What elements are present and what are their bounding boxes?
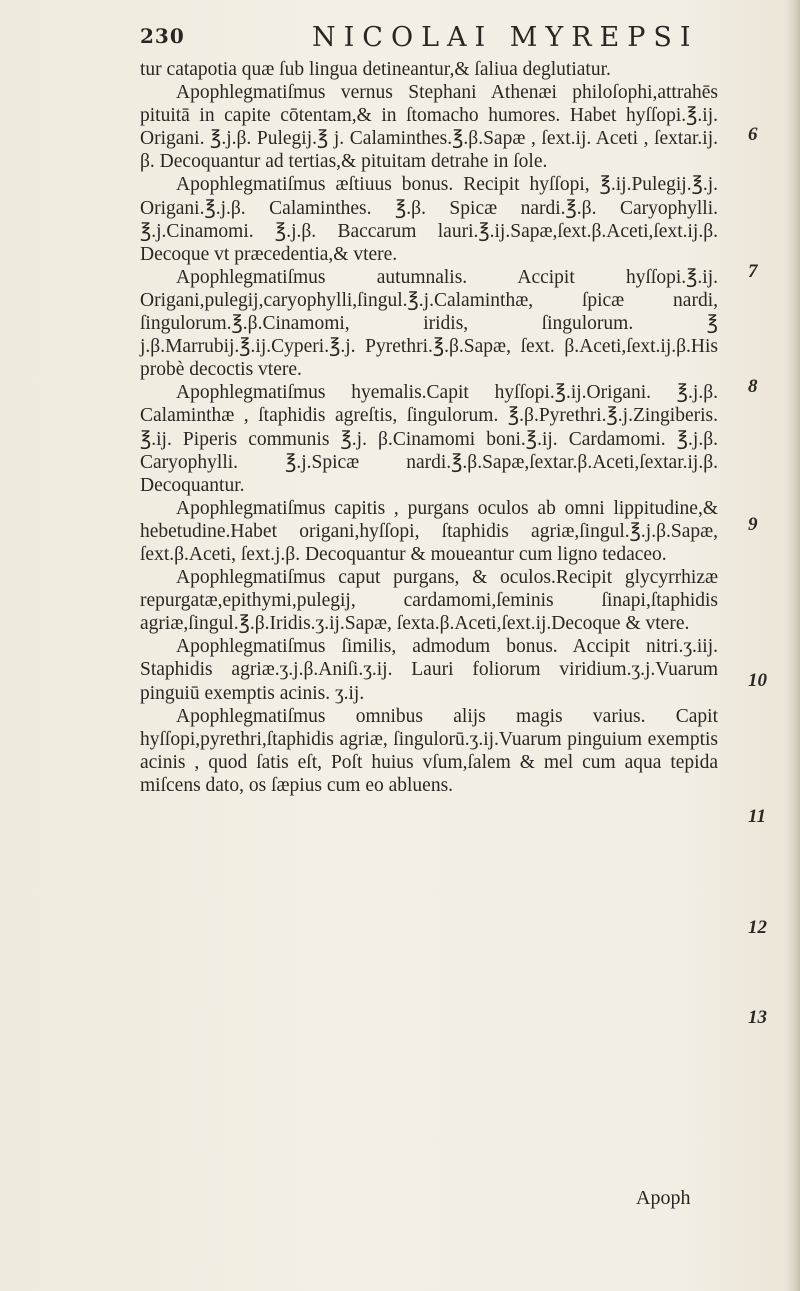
running-head: NICOLAI MYREPSI <box>312 22 699 53</box>
margin-number: 13 <box>748 1007 767 1028</box>
paragraph-recipe-7: Apophlegmatiſmus æſtiuus bonus. Recipit hyſſopi, ℥.ij.Pulegij.℥.j. Origani.℥.j.β. Calaminthes. ℥.β. Spicæ nardi.℥.β. Caryophylli. ℥.j.Cinamomi. ℥.j.β. Baccarum lauri.℥.ij.Sapæ,ſext.β.Aceti,ſext.ij.β. Decoque vt præcedentia,& vtere. <box>140 174 718 265</box>
page-number: 230 <box>140 24 185 48</box>
paragraph-recipe-11: Apophlegmatiſmus caput purgans, & oculos.Recipit glycyrrhizæ repurgatæ,epithymi,pulegij, cardamomi,ſeminis ſinapi,ſtaphidis agriæ,ſingul.℥.β.Iridis.ʒ.ij.Sapæ, ſexta.β.Aceti,ſext.ij.Decoque & vtere. <box>140 567 718 635</box>
paragraph-recipe-10: Apophlegmatiſmus capitis , purgans oculos ab omni lippitudine,& hebetudine.Habet origani,hyſſopi, ſtaphidis agriæ,ſingul.℥.j.β.Sapæ, ſext.β.Aceti, ſext.j.β. Decoquantur & moueantur cum ligno tedaceo. <box>140 497 718 565</box>
paragraph-recipe-13: Apophlegmatiſmus omnibus alijs magis varius. Capit hyſſopi,pyrethri,ſtaphidis agriæ, ſingulorū.ʒ.ij.Vuarum pinguium exemptis acinis , quod ſatis eſt, Poſt huius vſum,ſalem & mel cum aqua tepida miſcens dato, os ſæpius cum eo abluens. <box>140 705 718 796</box>
margin-numbers <box>748 0 788 1291</box>
body-text <box>140 58 718 797</box>
page-edge-shadow <box>786 0 800 1291</box>
margin-number: 9 <box>748 514 758 535</box>
margin-number: 10 <box>748 670 767 691</box>
margin-number: 12 <box>748 917 767 938</box>
paragraph-recipe-12: Apophlegmatiſmus ſimilis, admodum bonus. Accipit nitri.ʒ.iij. Staphidis agriæ.ʒ.j.β.Aniſi.ʒ.ij. Lauri foliorum viridium.ʒ.j.Vuarum pinguiū exemptis acinis. ʒ.ij. <box>140 636 718 704</box>
paragraph-recipe-9: Apophlegmatiſmus hyemalis.Capit hyſſopi.℥.ij.Origani. ℥.j.β. Calaminthæ , ſtaphidis agreſtis, ſingulorum. ℥.β.Pyrethri.℥.j.Zingiberis. ℥.ij. Piperis communis ℥.j. β.Cinamomi boni.℥.ij. Cardamomi. ℥.j.β. Caryophylli. ℥.j.Spicæ nardi.℥.β.Sapæ,ſextar.β.Aceti,ſextar.ij.β. Decoquantur. <box>140 382 718 496</box>
paragraph-recipe-6: Apophlegmatiſmus vernus Stephani Athenæi philoſophi,attrahēs pituitā in capite cōtentam,& in ſtomacho humores. Habet hyſſopi.℥.ij. Origani. ℥.j.β. Pulegij.℥ j. Calaminthes.℥.β.Sapæ , ſext.ij. Aceti , ſextar.ij. β. Decoquantur ad tertias,& pituitam detrahe in ſole. <box>140 82 718 173</box>
paragraph-continuation: tur catapotia quæ ſub lingua detineantur,& ſaliua deglutiatur. <box>140 59 611 80</box>
margin-number: 6 <box>748 124 758 145</box>
catchword: Apoph <box>636 1187 691 1209</box>
paragraph-recipe-8: Apophlegmatiſmus autumnalis. Accipit hyſſopi.℥.ij. Origani,pulegij,caryophylli,ſingul.℥.j.Calaminthæ, ſpicæ nardi, ſingulorum.℥.β.Cinamomi, iridis, ſingulorum. ℥ j.β.Marrubij.℥.ij.Cyperi.℥.j. Pyrethri.℥.β.Sapæ, ſext. β.Aceti,ſext.ij.β.His probè decoctis vtere. <box>140 266 718 381</box>
margin-number: 11 <box>748 806 766 827</box>
margin-number: 7 <box>748 261 758 282</box>
margin-number: 8 <box>748 376 758 397</box>
